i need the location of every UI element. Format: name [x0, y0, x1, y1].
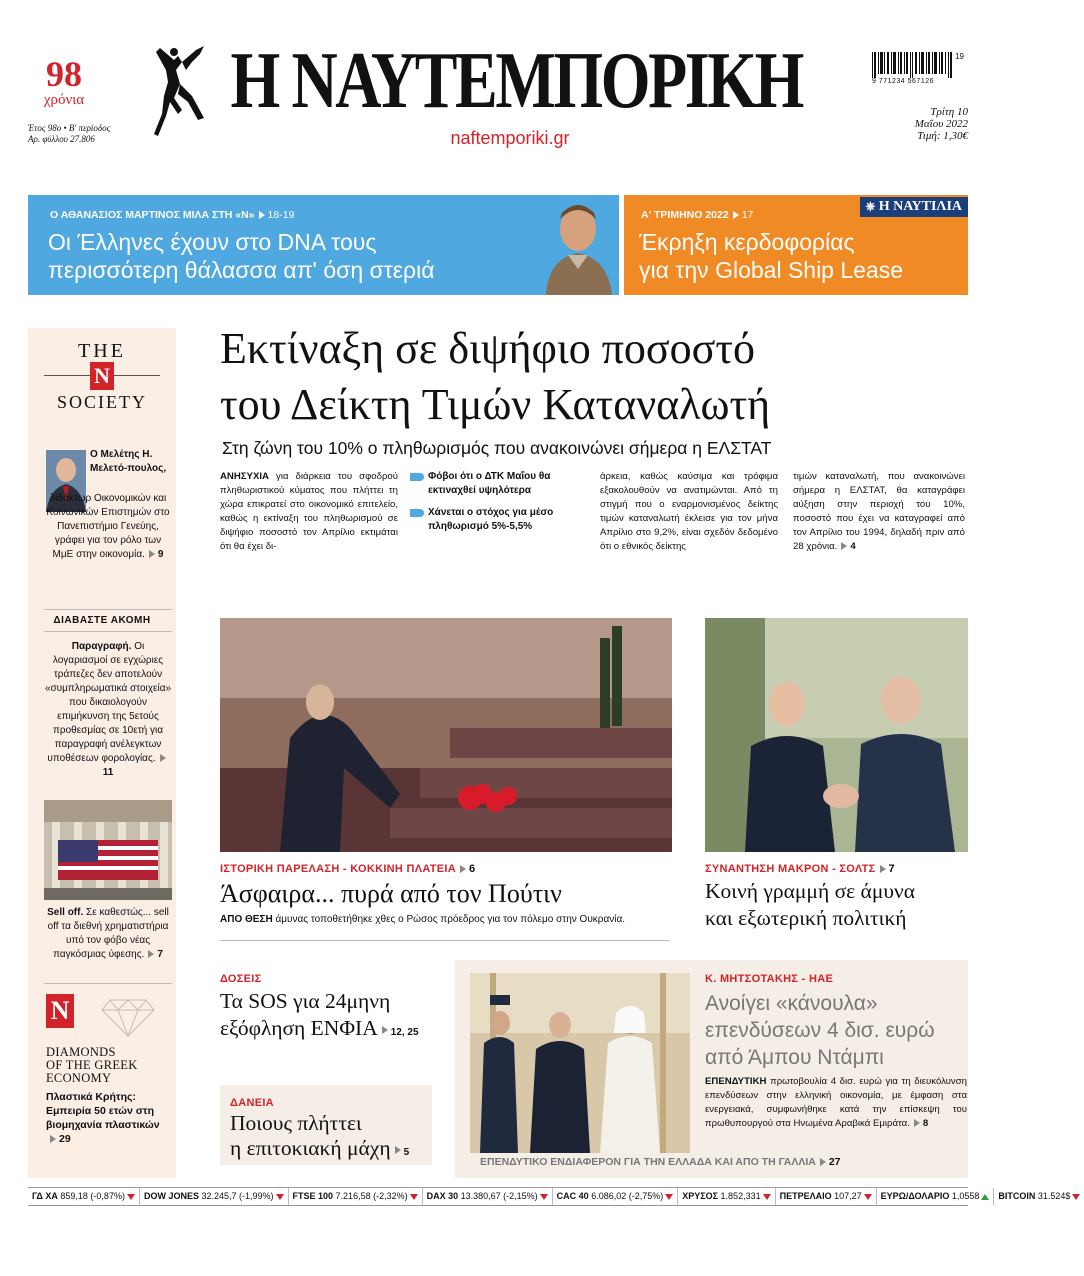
- banner-left-pages: 18-19: [267, 209, 295, 221]
- banner-right-line-2: για την Global Ship Lease: [639, 257, 904, 283]
- read-more-heading: ΔΙΑΒΑΣΤΕ ΑΚΟΜΗ: [53, 615, 151, 626]
- read-more-page: 11: [102, 767, 114, 778]
- loans-headline-2: [230, 1136, 409, 1165]
- diamonds-line-3: ECONOMY: [46, 1071, 112, 1085]
- banner-left-kicker: [50, 209, 294, 221]
- price: Τιμή: 1,30€: [917, 130, 968, 142]
- macron-headline-1: Κοινή γραμμή σε άμυνα: [705, 879, 915, 903]
- down-arrow-icon: [665, 1194, 673, 1200]
- down-arrow-icon: [410, 1194, 418, 1200]
- up-arrow-icon: [981, 1194, 989, 1200]
- macron-scholz-photo[interactable]: [705, 618, 968, 852]
- selloff-body: Σε καθεστώς... sell off τα διεθνή χρηματιστήρια υπό τον φόβο νέας παγκόσμιας ύφεσης.: [47, 907, 169, 960]
- read-more-body: Οι λογαριασμοί σε εγχώριες τράπεζες δεν αποτελούν «συμπληρωματικά στοιχεία» που δικαιολογούν επιμήκυνση της 5ετούς προθεσμίας σε 10ετή για παραγραφή ανέλεγκτων υποθέσεων φορολογίας.: [44, 641, 172, 764]
- putin-text-lead: ΑΠΟ ΘΕΣΗ: [220, 914, 273, 925]
- society-society: SOCIETY: [57, 392, 147, 412]
- uae-footer[interactable]: [480, 1156, 841, 1168]
- ticker-item: [776, 1188, 877, 1205]
- ticker-item: [994, 1188, 1084, 1205]
- society-the: THE: [78, 340, 126, 362]
- enfia-headline-1: Τα SOS για 24μηνη: [220, 989, 391, 1013]
- ticker-value: 31.524$: [1037, 1191, 1071, 1201]
- nautilia-badge-label: Η ΝΑΥΤΙΛΙΑ: [878, 199, 962, 214]
- ticker-label: FTSE 100: [292, 1191, 336, 1201]
- banner-right-kicker-text: Α' ΤΡΙΜΗΝΟ 2022: [641, 209, 729, 221]
- enfia-headline[interactable]: [220, 988, 419, 1046]
- loans-kicker: ΔΑΝΕΙΑ: [230, 1097, 274, 1109]
- ticker-item: [877, 1188, 995, 1205]
- ticker-label: ΕΥΡΩ/ΔΟΛΑΡΙΟ: [880, 1191, 952, 1201]
- loans-page: 5: [403, 1147, 410, 1158]
- bullet-icon: [410, 473, 424, 481]
- ticker-item: [28, 1188, 140, 1205]
- date-line-1: Τρίτη 10: [930, 106, 968, 118]
- selloff-text: [44, 906, 172, 962]
- ticker-value: 13.380,67 (-2,15%): [460, 1191, 538, 1201]
- uae-footer-page: 27: [828, 1156, 841, 1168]
- newspaper-title: Η ΝΑΥΤΕΜΠΟΡΙΚΗ: [230, 37, 803, 125]
- lead-page: 4: [850, 541, 856, 552]
- banner-martinos[interactable]: [28, 195, 619, 295]
- down-arrow-icon: [763, 1194, 771, 1200]
- society-body: [44, 492, 172, 562]
- banner-left-kicker-text: Ο ΑΘΑΝΑΣΙΟΣ ΜΑΡΤΙΝΟΣ ΜΙΛΑ ΣΤΗ «Ν»: [50, 209, 255, 221]
- putin-text-body: άμυνας τοποθετήθηκε χθες ο Ρώσος πρόεδρος για τον πόλεμο στην Ουκρανία.: [275, 914, 626, 925]
- banner-left-line-2: περισσότερη θάλασσα απ' όση στεριά: [48, 257, 435, 283]
- ticker-label: ΧΡΥΣΟΣ: [682, 1191, 721, 1201]
- banner-left-line-1: Οι Έλληνες έχουν στο DNA τους: [48, 229, 377, 255]
- diamonds-bold: Πλαστικά Κρήτης: Εμπειρία 50 ετών στη βιομηχανία πλαστικών: [46, 1091, 160, 1131]
- lead-bullets: [410, 470, 570, 534]
- macron-page: 7: [888, 863, 895, 875]
- ticker-label: BITCOIN: [998, 1191, 1038, 1201]
- banner-right-line-1: Έκρηξη κερδοφορίας: [639, 229, 855, 255]
- ticker-label: ΓΔ ΧΑ: [32, 1191, 61, 1201]
- uae-headline-1: Ανοίγει «κάνουλα»: [705, 992, 878, 1015]
- lead-col-1-lead: ΑΝΗΣΥΧΙΑ: [220, 471, 269, 482]
- uae-headline[interactable]: [705, 990, 935, 1071]
- society-text: [90, 448, 170, 476]
- ticker-value: 859,18 (-0,87%): [60, 1191, 125, 1201]
- banner-right-kicker: [641, 209, 753, 221]
- diamond-icon: [100, 998, 156, 1038]
- martinos-portrait: [538, 195, 619, 295]
- nyse-photo: [44, 800, 172, 900]
- down-arrow-icon: [127, 1194, 135, 1200]
- ticker-value: 32.245,7 (-1,99%): [201, 1191, 274, 1201]
- macron-headline-2: και εξωτερική πολιτική: [705, 906, 907, 930]
- uae-headline-3: από Άμπου Ντάμπι: [705, 1046, 884, 1069]
- lead-headline-2[interactable]: του Δείκτη Τιμών Καταναλωτή: [220, 380, 771, 429]
- putin-page: 6: [468, 863, 476, 875]
- ticker-label: DAX 30: [426, 1191, 461, 1201]
- hermes-logo: [152, 40, 212, 140]
- issue-line-2: Αρ. φύλλου 27.806: [28, 134, 95, 144]
- ticker-value: 1.852,331: [720, 1191, 761, 1201]
- helm-icon: ⎈: [865, 199, 876, 213]
- market-ticker: [28, 1187, 1071, 1206]
- diamonds-line-2: OF THE GREEK: [46, 1058, 138, 1072]
- enfia-headline-2: [220, 1015, 419, 1046]
- barcode-bars: [872, 52, 952, 78]
- lead-col-4-text: τιμών καταναλωτή, που ανακοινώνει σήμερα η ΕΛΣΤΑΤ, θα καταγράφει αύξηση στην περιοχή του 10%, ποσοστό που έχει να καταγραφεί από τον Απρίλιο του 1994, δηλαδή πριν από 28 χρόνια.: [793, 471, 965, 552]
- putin-text: [220, 914, 680, 925]
- diamonds-line-1: DIAMONDS: [46, 1045, 116, 1059]
- putin-kicker: [220, 863, 475, 875]
- ticker-item: [423, 1188, 553, 1205]
- lead-col-3: [600, 470, 778, 554]
- lead-bullet-1: Φόβοι ότι ο ΔΤΚ Μαΐου θα εκτιναχθεί υψηλότερα: [428, 471, 551, 496]
- society-n: N: [90, 362, 114, 390]
- diamonds-text: [46, 1090, 168, 1146]
- loans-headline-1: Ποιους πλήττει: [230, 1111, 362, 1135]
- macron-kicker: [705, 863, 895, 875]
- lead-bullet-2: Χάνεται ο στόχος για μέσο πληθωρισμό 5%-5,5%: [428, 507, 554, 532]
- ticker-label: ΠΕΤΡΕΛΑΙΟ: [779, 1191, 835, 1201]
- years-label: χρόνια: [43, 92, 85, 108]
- ticker-item: [289, 1188, 423, 1205]
- down-arrow-icon: [864, 1194, 872, 1200]
- ticker-value: 6.086,02 (-2,75%): [591, 1191, 664, 1201]
- society-body-text: διδάκτωρ Οικονομικών και Κοινωνικών Επιστημών στο Πανεπιστήμιο Γενεύης, γράφει για τον ρόλο των ΜμΕ στην οικονομία.: [46, 493, 170, 560]
- read-more-bold: Παραγραφή.: [71, 641, 132, 652]
- lead-col-1-text: για διάρκεια του σφοδρού πληθωριστικού κύματος που πλήττει τη χώρα επικρατεί στο οικονομικό επιτελείο, καθώς η εκτίναξη του πληθωρισμού σε διψήφιο ποσοστό τον Απρίλιο εκτιμάται ότι θα έχει δι-: [220, 471, 399, 552]
- uae-text-body: πρωτοβουλία 4 δισ. ευρώ για τη διευκόλυνση επενδύσεων στην ελληνική οικονομία, με έμφαση στα ενεργειακά, συμφωνήθηκε κατά την επίσκεψη του πρωθυπουργού στα Ηνωμένα Αραβικά Εμιράτα.: [705, 1076, 967, 1129]
- ticker-item: [553, 1188, 679, 1205]
- loans-headline-2-text: η επιτοκιακή μάχη: [230, 1136, 391, 1160]
- barcode-issue-number: 19: [955, 52, 964, 61]
- nautilia-badge: [860, 197, 968, 217]
- macron-headline[interactable]: [705, 878, 915, 932]
- ticker-item: [678, 1188, 775, 1205]
- banner-global-ship-lease[interactable]: [624, 195, 968, 295]
- uae-headline-2: επενδύσεων 4 δισ. ευρώ: [705, 1019, 935, 1042]
- uae-kicker: Κ. ΜΗΤΣΟΤΑΚΗΣ - ΗΑΕ: [705, 973, 834, 985]
- ticker-label: CAC 40: [556, 1191, 592, 1201]
- down-arrow-icon: [540, 1194, 548, 1200]
- barcode-digits: 9 771234 567126: [872, 78, 934, 85]
- issue-line-1: Έτος 98ο • Β' περίοδος: [28, 123, 111, 133]
- down-arrow-icon: [1072, 1194, 1080, 1200]
- banner-right-pages: 17: [741, 209, 754, 221]
- date-line-2: Μαΐου 2022: [914, 118, 968, 130]
- macron-kicker-text: ΣΥΝΑΝΤΗΣΗ ΜΑΚΡΟΝ - ΣΟΛΤΣ: [705, 863, 876, 875]
- lead-subhead: Στη ζώνη του 10% ο πληθωρισμός που ανακοινώνει σήμερα η ΕΛΣΤΑΤ: [222, 438, 772, 458]
- putin-photo[interactable]: [220, 618, 672, 852]
- barcode: [872, 52, 964, 85]
- enfia-pages: 12, 25: [390, 1027, 419, 1038]
- bullet-icon: [410, 509, 424, 517]
- ticker-value: 1,0558: [951, 1191, 980, 1201]
- enfia-kicker: ΔΟΣΕΙΣ: [220, 973, 262, 985]
- ticker-item: [140, 1188, 289, 1205]
- mitsotakis-uae-photo[interactable]: [470, 973, 690, 1153]
- ticker-value: 107,27: [834, 1191, 862, 1201]
- website-link[interactable]: naftemporiki.gr: [450, 128, 570, 148]
- date-price: [860, 106, 968, 142]
- diamonds-page: 29: [59, 1133, 71, 1145]
- years-badge: [28, 56, 118, 108]
- selloff-bold: Sell off.: [47, 907, 84, 918]
- loans-headline: [230, 1111, 409, 1165]
- uae-text: [705, 1075, 967, 1131]
- lead-col-1: [220, 470, 398, 554]
- uae-footer-text: ΕΠΕΝΔΥΤΙΚΟ ΕΝΔΙΑΦΕΡΟΝ ΓΙΑ ΤΗΝ ΕΛΛΑΔΑ ΚΑΙ ΑΠΟ ΤΗ ΓΑΛΛΙΑ: [480, 1156, 816, 1168]
- lead-col-4: [793, 470, 965, 554]
- lead-headline-1[interactable]: Εκτίναξη σε διψήφιο ποσοστό: [220, 324, 756, 373]
- down-arrow-icon: [276, 1194, 284, 1200]
- society-page: 9: [157, 549, 164, 560]
- uae-text-lead: ΕΠΕΝΔΥΤΙΚΗ: [705, 1076, 767, 1087]
- issue-info: [28, 123, 110, 145]
- ticker-label: DOW JONES: [143, 1191, 202, 1201]
- selloff-page: 7: [157, 949, 163, 960]
- lead-col-3-text: άρκεια, καθώς καύσιμα και τρόφιμα εξακολουθούν να ανατιμώνται. Από τη στιγμή που ο εναρμονισμένος δείκτης τιμών καταναλωτή έκλεισε για τον μήνα Απρίλιο στο 9,2%, είναι σχεδόν δεδομένο ότι ο εθνικός δείκτης: [600, 471, 778, 552]
- society-logo: [28, 340, 176, 414]
- enfia-headline-2-text: εξόφληση ΕΝΦΙΑ: [220, 1016, 378, 1040]
- putin-headline[interactable]: Άσφαιρα... πυρά από τον Πούτιν: [220, 879, 562, 908]
- read-more-text: [44, 640, 172, 780]
- putin-kicker-text: ΙΣΤΟΡΙΚΗ ΠΑΡΕΛΑΣΗ - ΚΟΚΚΙΝΗ ΠΛΑΤΕΙΑ: [220, 863, 456, 875]
- ticker-value: 7.216,58 (-2,32%): [335, 1191, 408, 1201]
- uae-page: 8: [922, 1118, 929, 1129]
- diamonds-title: [46, 1046, 138, 1085]
- loans-box[interactable]: [220, 1085, 432, 1165]
- years-number: 98: [46, 54, 82, 94]
- diamonds-logo-n: N: [46, 994, 74, 1028]
- society-text-bold: Ο Μελέτης Η. Μελετό-πουλος,: [90, 449, 167, 474]
